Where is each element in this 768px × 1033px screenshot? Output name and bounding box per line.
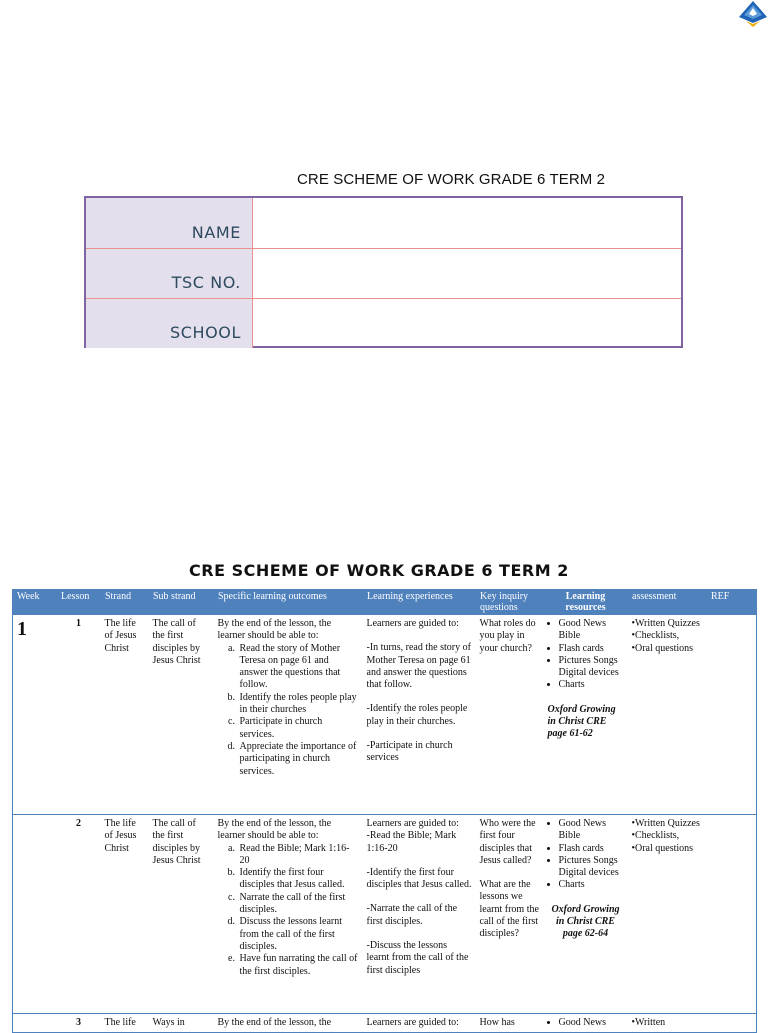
assessment-item: •Oral questions bbox=[631, 842, 694, 854]
teacher-info-box bbox=[84, 196, 683, 348]
experiences-cell bbox=[363, 615, 476, 815]
resources-list bbox=[548, 1017, 624, 1029]
col-header-resources: Learning resources bbox=[544, 590, 628, 615]
outcome-item: c. Participate in church services. bbox=[238, 716, 359, 741]
outcome-item: e. Have fun narrating the call of the first disciples. bbox=[238, 953, 359, 978]
school-field[interactable] bbox=[253, 299, 681, 348]
tsc-no-label: TSC NO. bbox=[171, 273, 241, 292]
experience-item: -Participate in church services bbox=[366, 740, 453, 764]
assessment-item: •Written Quizzes bbox=[631, 618, 700, 629]
col-header-week: Week bbox=[13, 590, 57, 615]
strand-cell: The life of Jesus Christ bbox=[101, 815, 149, 1014]
lesson-number: 3 bbox=[76, 1017, 81, 1028]
name-label: NAME bbox=[191, 223, 241, 242]
outcome-item: c. Narrate the call of the first disciples. bbox=[238, 892, 359, 917]
outcome-item: b. Identify the first four disciples that Jesus called. bbox=[238, 867, 359, 892]
resource-item: • Charts bbox=[559, 679, 624, 691]
ref-cell bbox=[707, 1014, 757, 1033]
experience-item: Learners are guided to: -Read the Bible; Mark 1:16-20 bbox=[366, 818, 459, 854]
inquiry-question: Who were the first four disciples that Jesus called? bbox=[479, 818, 536, 866]
experience-item: -Identify the roles people play in their churches. bbox=[366, 703, 468, 727]
experiences-cell bbox=[363, 815, 476, 1014]
resource-item: • Good News Bible bbox=[559, 618, 624, 643]
col-header-outcomes: Specific learning outcomes bbox=[214, 590, 363, 615]
resources-cell bbox=[544, 615, 628, 815]
info-row-tsc bbox=[86, 248, 681, 298]
resources-cell bbox=[544, 815, 628, 1014]
assessment-cell bbox=[628, 1014, 707, 1033]
outcome-item: b. Identify the roles people play in their churches bbox=[238, 692, 359, 717]
brand-logo-icon bbox=[737, 0, 768, 28]
inquiry-cell bbox=[476, 615, 544, 815]
resources-list bbox=[548, 618, 624, 692]
scheme-title: CRE SCHEME OF WORK GRADE 6 TERM 2 bbox=[189, 561, 569, 580]
resource-book-reference: Oxford Growing in Christ CRE page 62-64 bbox=[551, 903, 620, 940]
assessment-item: •Checklists, bbox=[631, 830, 680, 842]
sub-strand-cell: The call of the first disciples by Jesus Christ bbox=[149, 615, 214, 815]
assessment-item: •Written bbox=[631, 1017, 666, 1028]
ref-cell bbox=[707, 615, 757, 815]
sub-strand-cell: Ways in bbox=[149, 1014, 214, 1033]
outcomes-cell bbox=[214, 615, 363, 815]
table-row bbox=[13, 1014, 757, 1033]
tsc-no-field[interactable] bbox=[253, 249, 681, 298]
strand-cell: The life bbox=[101, 1014, 149, 1033]
sub-strand-cell: The call of the first disciples by Jesus Christ bbox=[149, 815, 214, 1014]
outcome-item: a. Read the Bible; Mark 1:16-20 bbox=[238, 843, 359, 868]
lesson-number: 2 bbox=[76, 818, 81, 829]
table-header-row bbox=[13, 590, 757, 615]
experience-item: -In turns, read the story of Mother Teresa on page 61 and answer the questions that follow. bbox=[366, 642, 471, 691]
experience-item: -Identify the first four disciples that Jesus called. bbox=[366, 866, 472, 891]
outcomes-cell: By the end of the lesson, the bbox=[214, 1014, 363, 1033]
assessment-item: •Oral questions bbox=[631, 642, 694, 654]
experience-item: -Discuss the lessons learnt from the call of the first disciples bbox=[366, 940, 469, 976]
resource-item: • Flash cards bbox=[559, 643, 624, 655]
ref-cell bbox=[707, 815, 757, 1014]
col-header-lesson: Lesson bbox=[57, 590, 101, 615]
outcomes-list bbox=[218, 843, 359, 978]
resources-list bbox=[548, 818, 624, 892]
outcomes-intro: By the end of the lesson, the learner should be able to: bbox=[217, 618, 332, 642]
resource-item: • Charts bbox=[559, 879, 624, 891]
inquiry-question: What roles do you play in your church? bbox=[479, 618, 536, 654]
table-row bbox=[13, 815, 757, 1014]
table-row bbox=[13, 615, 757, 815]
outcome-item: d. Discuss the lessons learnt from the call of the first disciples. bbox=[238, 916, 359, 953]
resources-cell bbox=[544, 1014, 628, 1033]
resource-item: • Pictures Songs Digital devices bbox=[559, 655, 624, 680]
assessment-cell bbox=[628, 615, 707, 815]
inquiry-cell bbox=[476, 815, 544, 1014]
outcome-item: d. Appreciate the importance of participating in church services. bbox=[238, 741, 359, 778]
resource-item: • Flash cards bbox=[559, 843, 624, 855]
experience-item: -Narrate the call of the first disciples. bbox=[366, 903, 458, 927]
resource-book-reference: Oxford Growing in Christ CRE page 61-62 bbox=[547, 703, 616, 740]
info-row-school bbox=[86, 298, 681, 348]
outcomes-list bbox=[218, 643, 359, 778]
assessment-cell bbox=[628, 815, 707, 1014]
resource-item: • Good News bbox=[559, 1017, 624, 1029]
info-row-name bbox=[86, 198, 681, 248]
school-label: SCHOOL bbox=[169, 323, 241, 342]
col-header-sub-strand: Sub strand bbox=[149, 590, 214, 615]
experiences-cell: Learners are guided to: bbox=[363, 1014, 476, 1033]
inquiry-cell: How has bbox=[476, 1014, 544, 1033]
outcomes-intro: By the end of the lesson, the learner should be able to: bbox=[217, 818, 332, 842]
lesson-number: 1 bbox=[76, 618, 81, 629]
assessment-item: •Checklists, bbox=[631, 630, 680, 642]
col-header-inquiry-questions: Key inquiry questions bbox=[476, 590, 544, 615]
week-number: 1 bbox=[17, 618, 27, 640]
col-header-strand: Strand bbox=[101, 590, 149, 615]
assessment-item: •Written Quizzes bbox=[631, 818, 700, 829]
outcomes-cell bbox=[214, 815, 363, 1014]
strand-cell: The life of Jesus Christ bbox=[101, 615, 149, 815]
col-header-experiences: Learning experiences bbox=[363, 590, 476, 615]
col-header-ref: REF bbox=[707, 590, 757, 615]
resource-item: • Pictures Songs Digital devices bbox=[559, 855, 624, 880]
resource-item: • Good News Bible bbox=[559, 818, 624, 843]
inquiry-question: What are the lessons we learnt from the call of the first disciples? bbox=[479, 879, 539, 940]
name-field[interactable] bbox=[253, 198, 681, 248]
experience-item: Learners are guided to: bbox=[366, 618, 459, 629]
scheme-of-work-table bbox=[12, 589, 757, 1033]
outcome-item: a. Read the story of Mother Teresa on page 61 and answer the questions that follow. bbox=[238, 643, 359, 692]
cover-title: CRE SCHEME OF WORK GRADE 6 TERM 2 bbox=[297, 171, 606, 188]
col-header-assessment: assessment bbox=[628, 590, 707, 615]
